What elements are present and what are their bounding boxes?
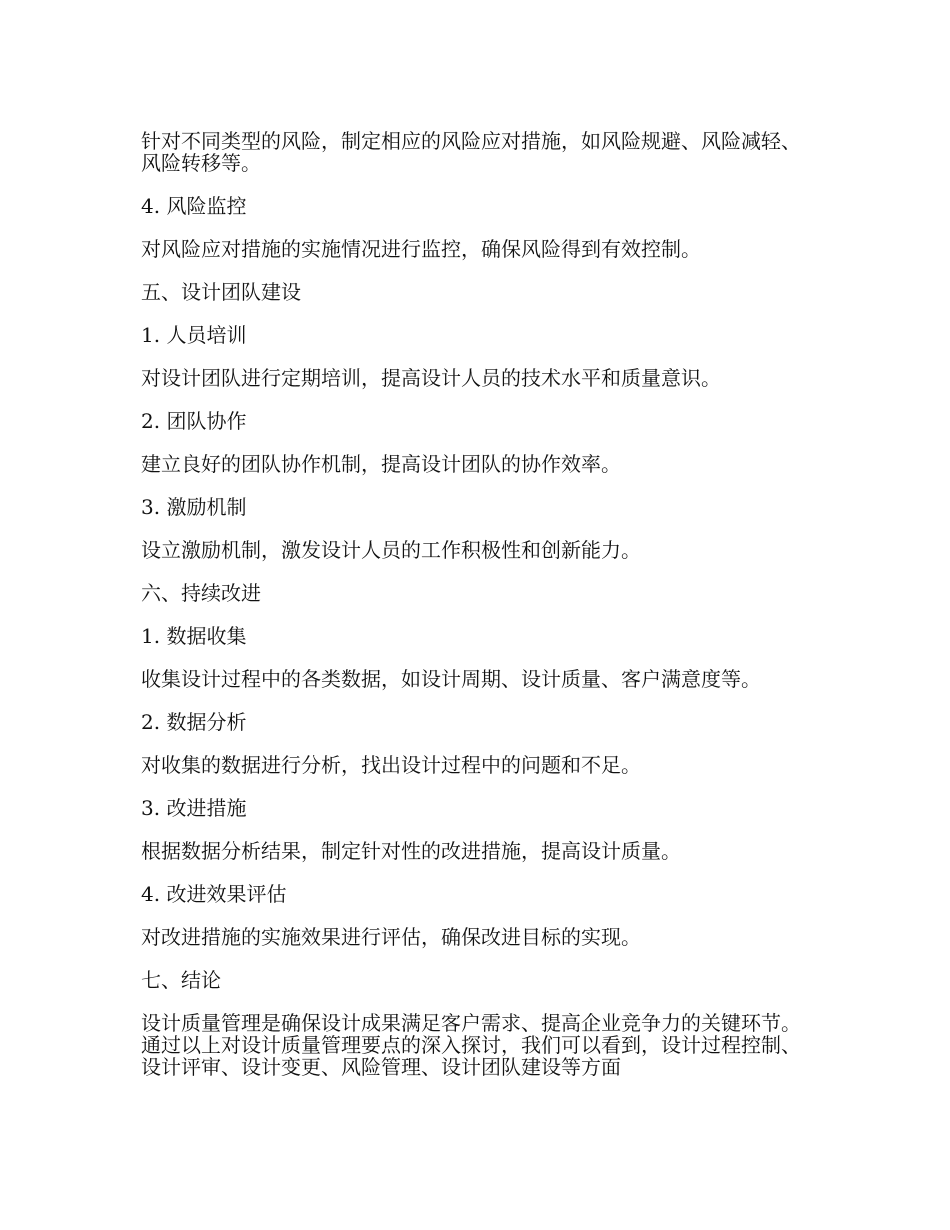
body-paragraph: 根据数据分析结果，制定针对性的改进措施，提高设计质量。 [141, 839, 681, 863]
section-heading: 五、设计团队建设 [141, 280, 301, 304]
body-paragraph: 设立激励机制，激发设计人员的工作积极性和创新能力。 [141, 538, 641, 562]
subsection-heading: 1. 数据收集 [141, 624, 247, 648]
body-paragraph: 对改进措施的实施效果进行评估，确保改进目标的实现。 [141, 925, 641, 949]
body-paragraph: 收集设计过程中的各类数据，如设计周期、设计质量、客户满意度等。 [141, 667, 761, 691]
conclusion-paragraph: 设计质量管理是确保设计成果满足客户需求、提高企业竞争力的关键环节。通过以上对设计质量管理要点的深入探讨，我们可以看到，设计过程控制、设计评审、设计变更、风险管理、设计团队建设等方面 [141, 1011, 801, 1079]
body-paragraph: 对风险应对措施的实施情况进行监控，确保风险得到有效控制。 [141, 237, 701, 261]
section-heading: 七、结论 [141, 968, 221, 992]
subsection-heading: 1. 人员培训 [141, 323, 247, 347]
subsection-heading: 2. 数据分析 [141, 710, 247, 734]
subsection-heading: 4. 风险监控 [141, 194, 247, 218]
subsection-heading: 3. 改进措施 [141, 796, 247, 820]
body-paragraph: 对设计团队进行定期培训，提高设计人员的技术水平和质量意识。 [141, 366, 721, 390]
subsection-heading: 4. 改进效果评估 [141, 882, 287, 906]
document-body [141, 130, 801, 1099]
subsection-heading: 3. 激励机制 [141, 495, 247, 519]
body-paragraph: 建立良好的团队协作机制，提高设计团队的协作效率。 [141, 452, 621, 476]
body-paragraph: 对收集的数据进行分析，找出设计过程中的问题和不足。 [141, 753, 641, 777]
section-heading: 六、持续改进 [141, 581, 261, 605]
subsection-heading: 2. 团队协作 [141, 409, 247, 433]
body-paragraph: 针对不同类型的风险，制定相应的风险应对措施，如风险规避、风险减轻、风险转移等。 [141, 129, 801, 175]
